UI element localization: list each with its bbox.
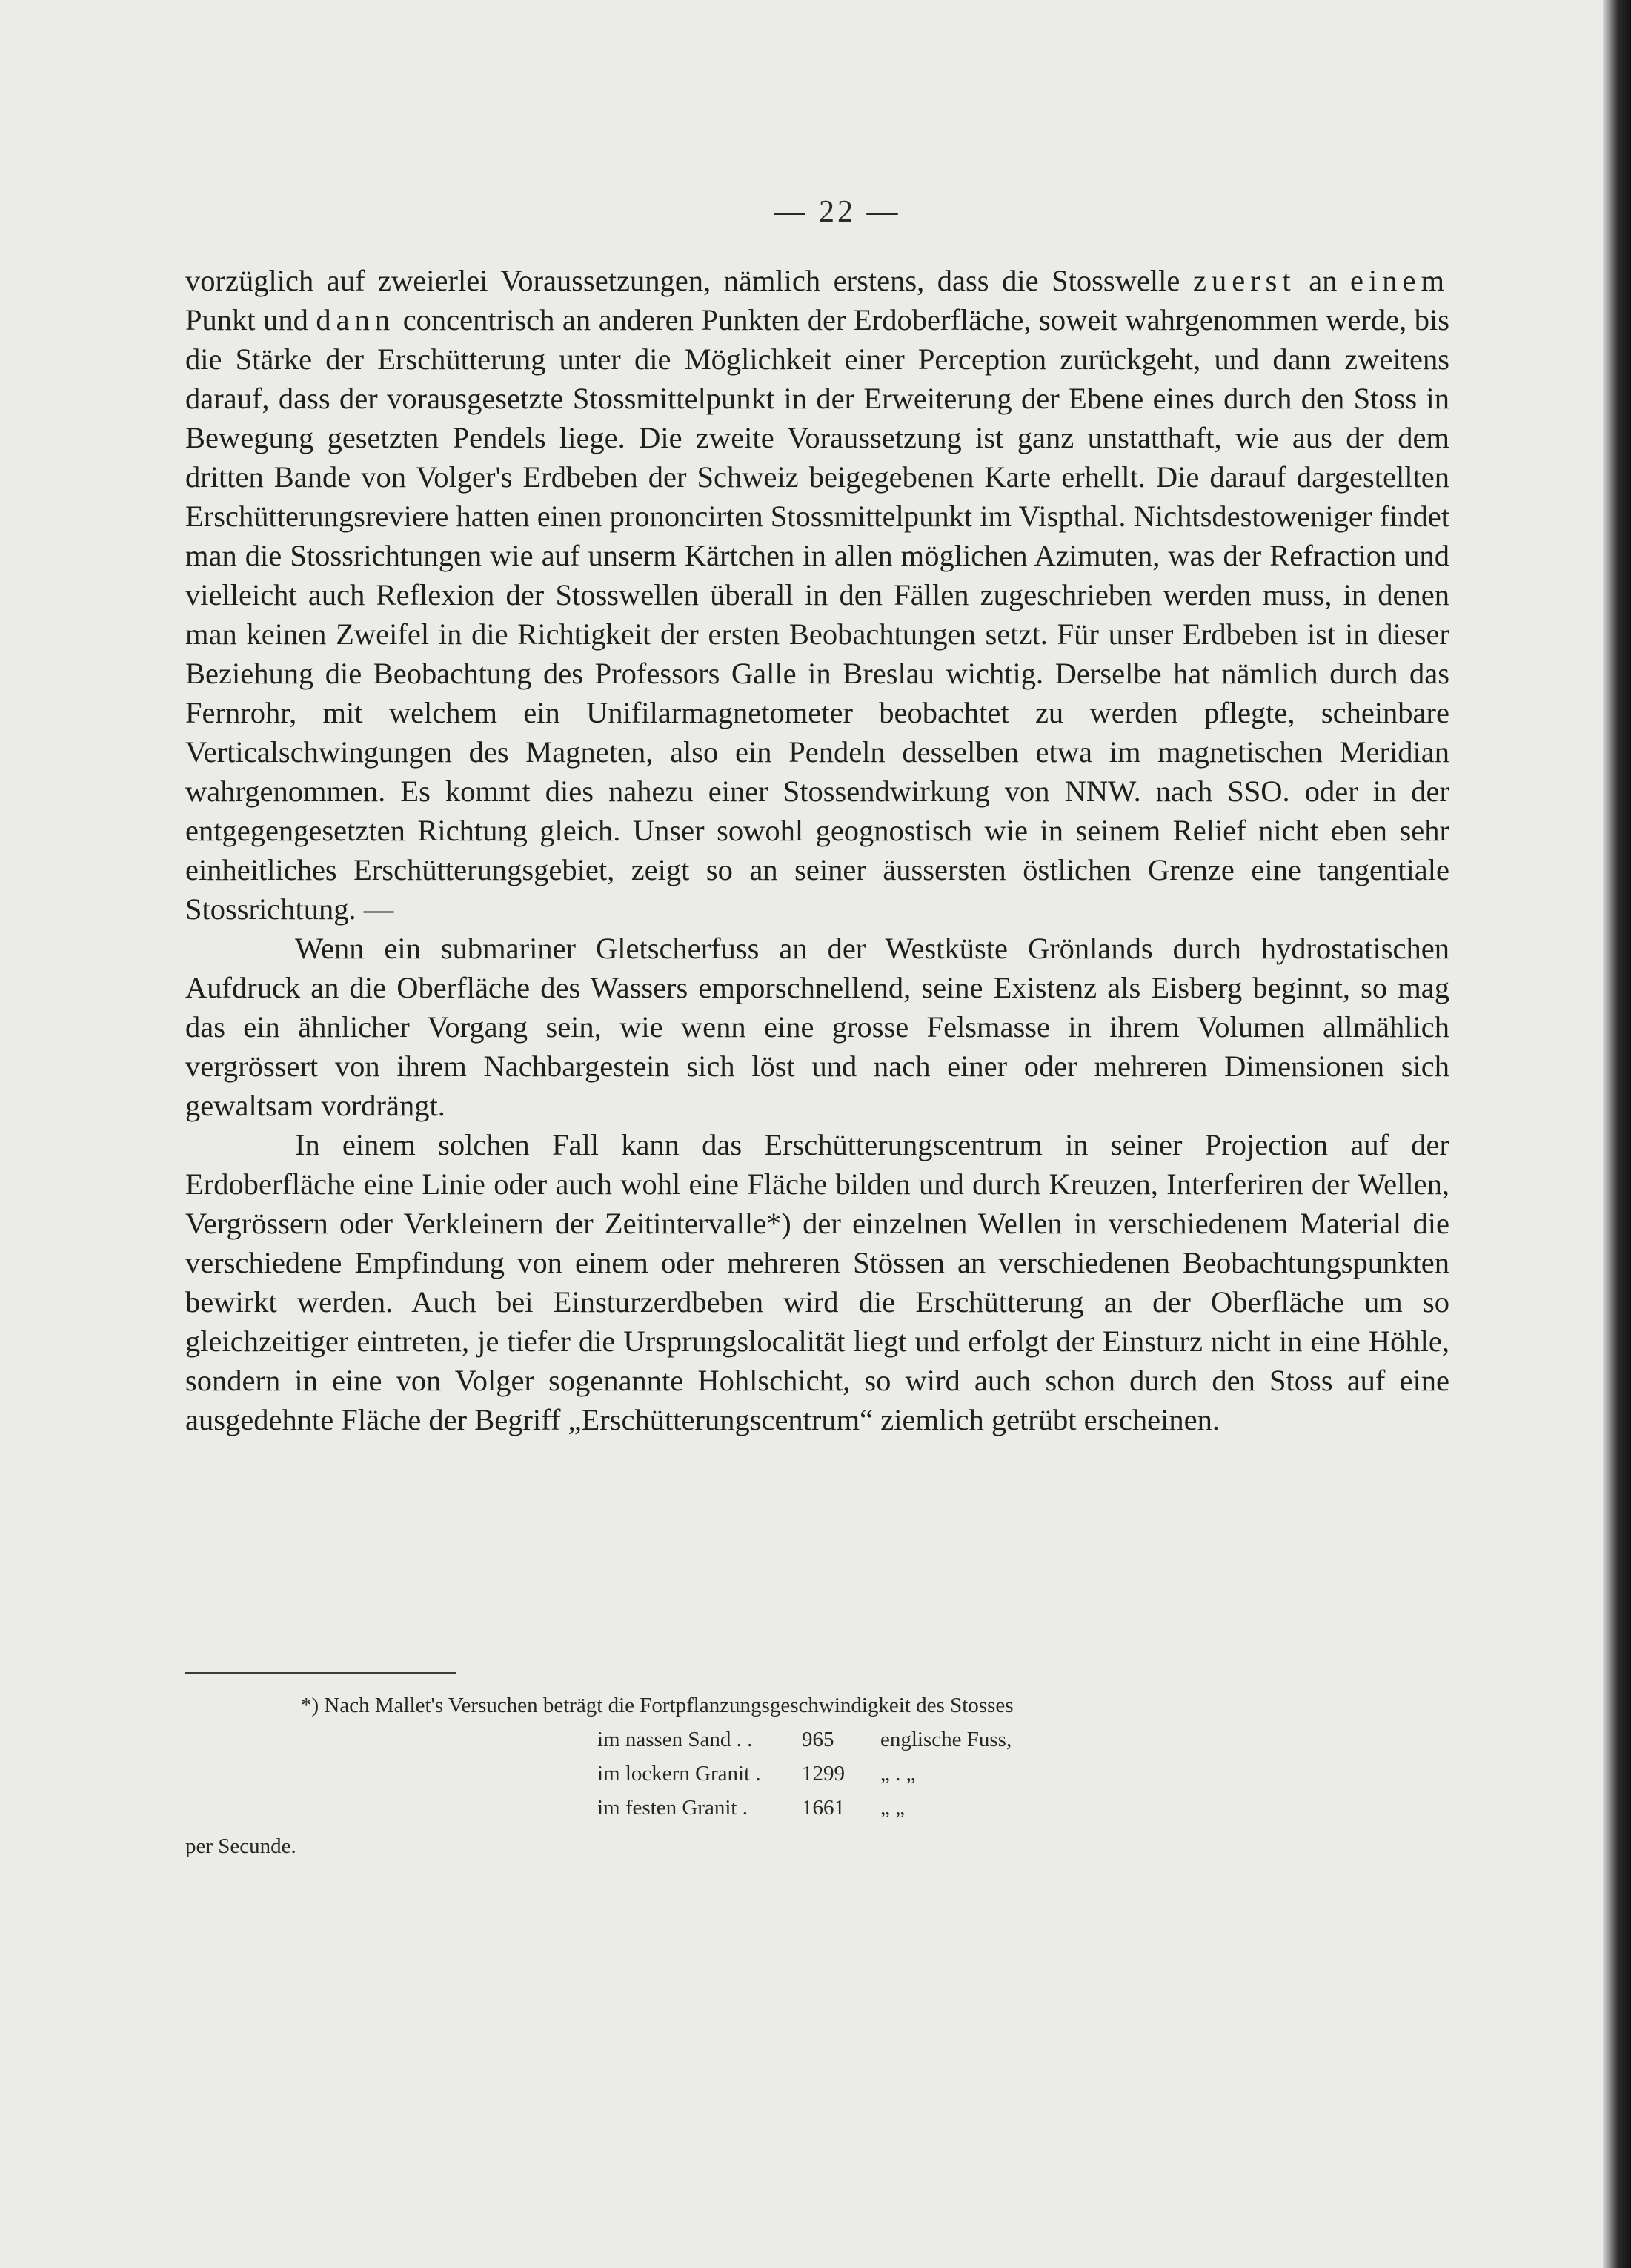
paragraph-2: Wenn ein submariner Gletscherfuss an der Westküste Grönlands durch hydrostatischen Aufdruck an die Oberfläche des Wassers emporschnellend, seine Existenz als Eisberg beginnt, so mag das ein ähnlicher Vorgang sein, wie wenn eine grosse Felsmasse in ihrem Volumen allmählich vergrössert von ihrem Nachbargestein sich löst und nach einer oder mehreren Dimensionen sich gewaltsam vordrängt. — [185, 932, 1449, 1122]
p1-text-c: Punkt und — [185, 303, 316, 336]
unit-cell: „ . „ — [880, 1762, 916, 1785]
velocity-cell: 1299 — [802, 1762, 845, 1785]
emphasis-dann: dann — [316, 303, 396, 336]
p1-text-b: an — [1295, 264, 1351, 297]
table-row — [597, 1791, 1103, 1825]
p1-text-d: concentrisch an anderen Punkten der Erdoberfläche, soweit wahrgenommen werde, bis die Stärke der Erschütterung unter die Möglichkeit einer Perception zurückgeht, und dann zweitens darauf, dass der vorausgesetzte Stossmittelpunkt in der Erweiterung der Ebene eines durch den Stoss in Bewegung gesetzten Pendels liege. Die zweite Voraussetzung ist ganz unstatthaft, wie aus der dem dritten Bande von Volger's Erdbeben der Schweiz beigegebenen Karte erhellt. Die darauf dargestellten Erschütterungsreviere hatten einen prononcirten Stossmittelpunkt im Vispthal. Nichtsdestoweniger findet man die Stossrichtungen wie auf unserm Kärtchen in allen möglichen Azimuten, was der Refraction und vielleicht auch Reflexion der Stosswellen überall in den Fällen zugeschrieben werden muss, in denen man keinen Zweifel in die Richtigkeit der ersten Beobachtungen setzt. Für unser Erdbeben ist in dieser Beziehung die Beobachtung des Professors Galle in Breslau wichtig. Derselbe hat nämlich durch das Fernrohr, mit welchem ein Unifilarmagnetometer beobachtet zu werden pflegte, scheinbare Verticalschwingungen des Magneten, also ein Pendeln desselben etwa im magnetischen Meridian wahrgenommen. Es kommt dies nahezu einer Stossendwirkung von NNW. nach SSO. oder in der entgegengesetzten Richtung gleich. Unser sowohl geognostisch wie in seinem Relief nicht eben sehr einheitliches Erschütterungsgebiet, zeigt so an seiner äussersten östlichen Grenze eine tangentiale Stossrichtung. — — [185, 303, 1449, 926]
footnote-divider — [185, 1672, 456, 1674]
table-row — [597, 1722, 1103, 1757]
material-cell: im nassen Sand . . — [597, 1728, 753, 1751]
emphasis-zuerst: zuerst — [1192, 264, 1296, 297]
footnote-closing: per Secunde. — [185, 1834, 296, 1858]
footnote-velocity-table — [597, 1722, 1103, 1825]
p1-text-a: vorzüglich auf zweierlei Voraussetzungen, nämlich erstens, dass die Stosswelle — [185, 264, 1193, 297]
velocity-cell: 965 — [802, 1728, 834, 1751]
table-row — [597, 1757, 1103, 1791]
paragraph-3: In einem solchen Fall kann das Erschütterungscentrum in seiner Projection auf der Erdoberfläche eine Linie oder auch wohl eine Fläche bilden und durch Kreuzen, Interferiren der Wellen, Vergrössern oder Verkleinern der Zeitintervalle*) der einzelnen Wellen in verschiedenem Material die verschiedene Empfindung von einem oder mehreren Stössen an verschiedenen Beobachtungspunkten bewirkt werden. Auch bei Einsturzerdbeben wird die Erschütterung an der Oberfläche um so gleichzeitiger eintreten, je tiefer die Ursprungslocalität liegt und erfolgt der Einsturz nicht in eine Höhle, sondern in eine von Volger sogenannte Hohlschicht, so wird auch schon durch den Stoss auf eine ausgedehnte Fläche der Begriff „Erschütterungscentrum“ ziemlich getrübt erscheinen. — [185, 1128, 1449, 1436]
unit-cell: englische Fuss, — [880, 1728, 1012, 1751]
emphasis-einem: einem — [1350, 264, 1449, 297]
unit-cell: „ „ — [880, 1796, 905, 1820]
footnote-intro: *) Nach Mallet's Versuchen beträgt die Fortpflanzungsgeschwindigkeit des Stosses — [301, 1694, 1014, 1717]
footnote — [185, 1688, 1445, 1863]
page-number: — 22 — — [774, 195, 901, 229]
body-text — [185, 261, 1449, 1439]
material-cell: im lockern Granit . — [597, 1762, 761, 1785]
velocity-cell: 1661 — [802, 1796, 845, 1820]
paragraph-1 — [185, 261, 1449, 929]
page-edge-shadow — [1603, 0, 1631, 2268]
material-cell: im festen Granit . — [597, 1796, 748, 1820]
